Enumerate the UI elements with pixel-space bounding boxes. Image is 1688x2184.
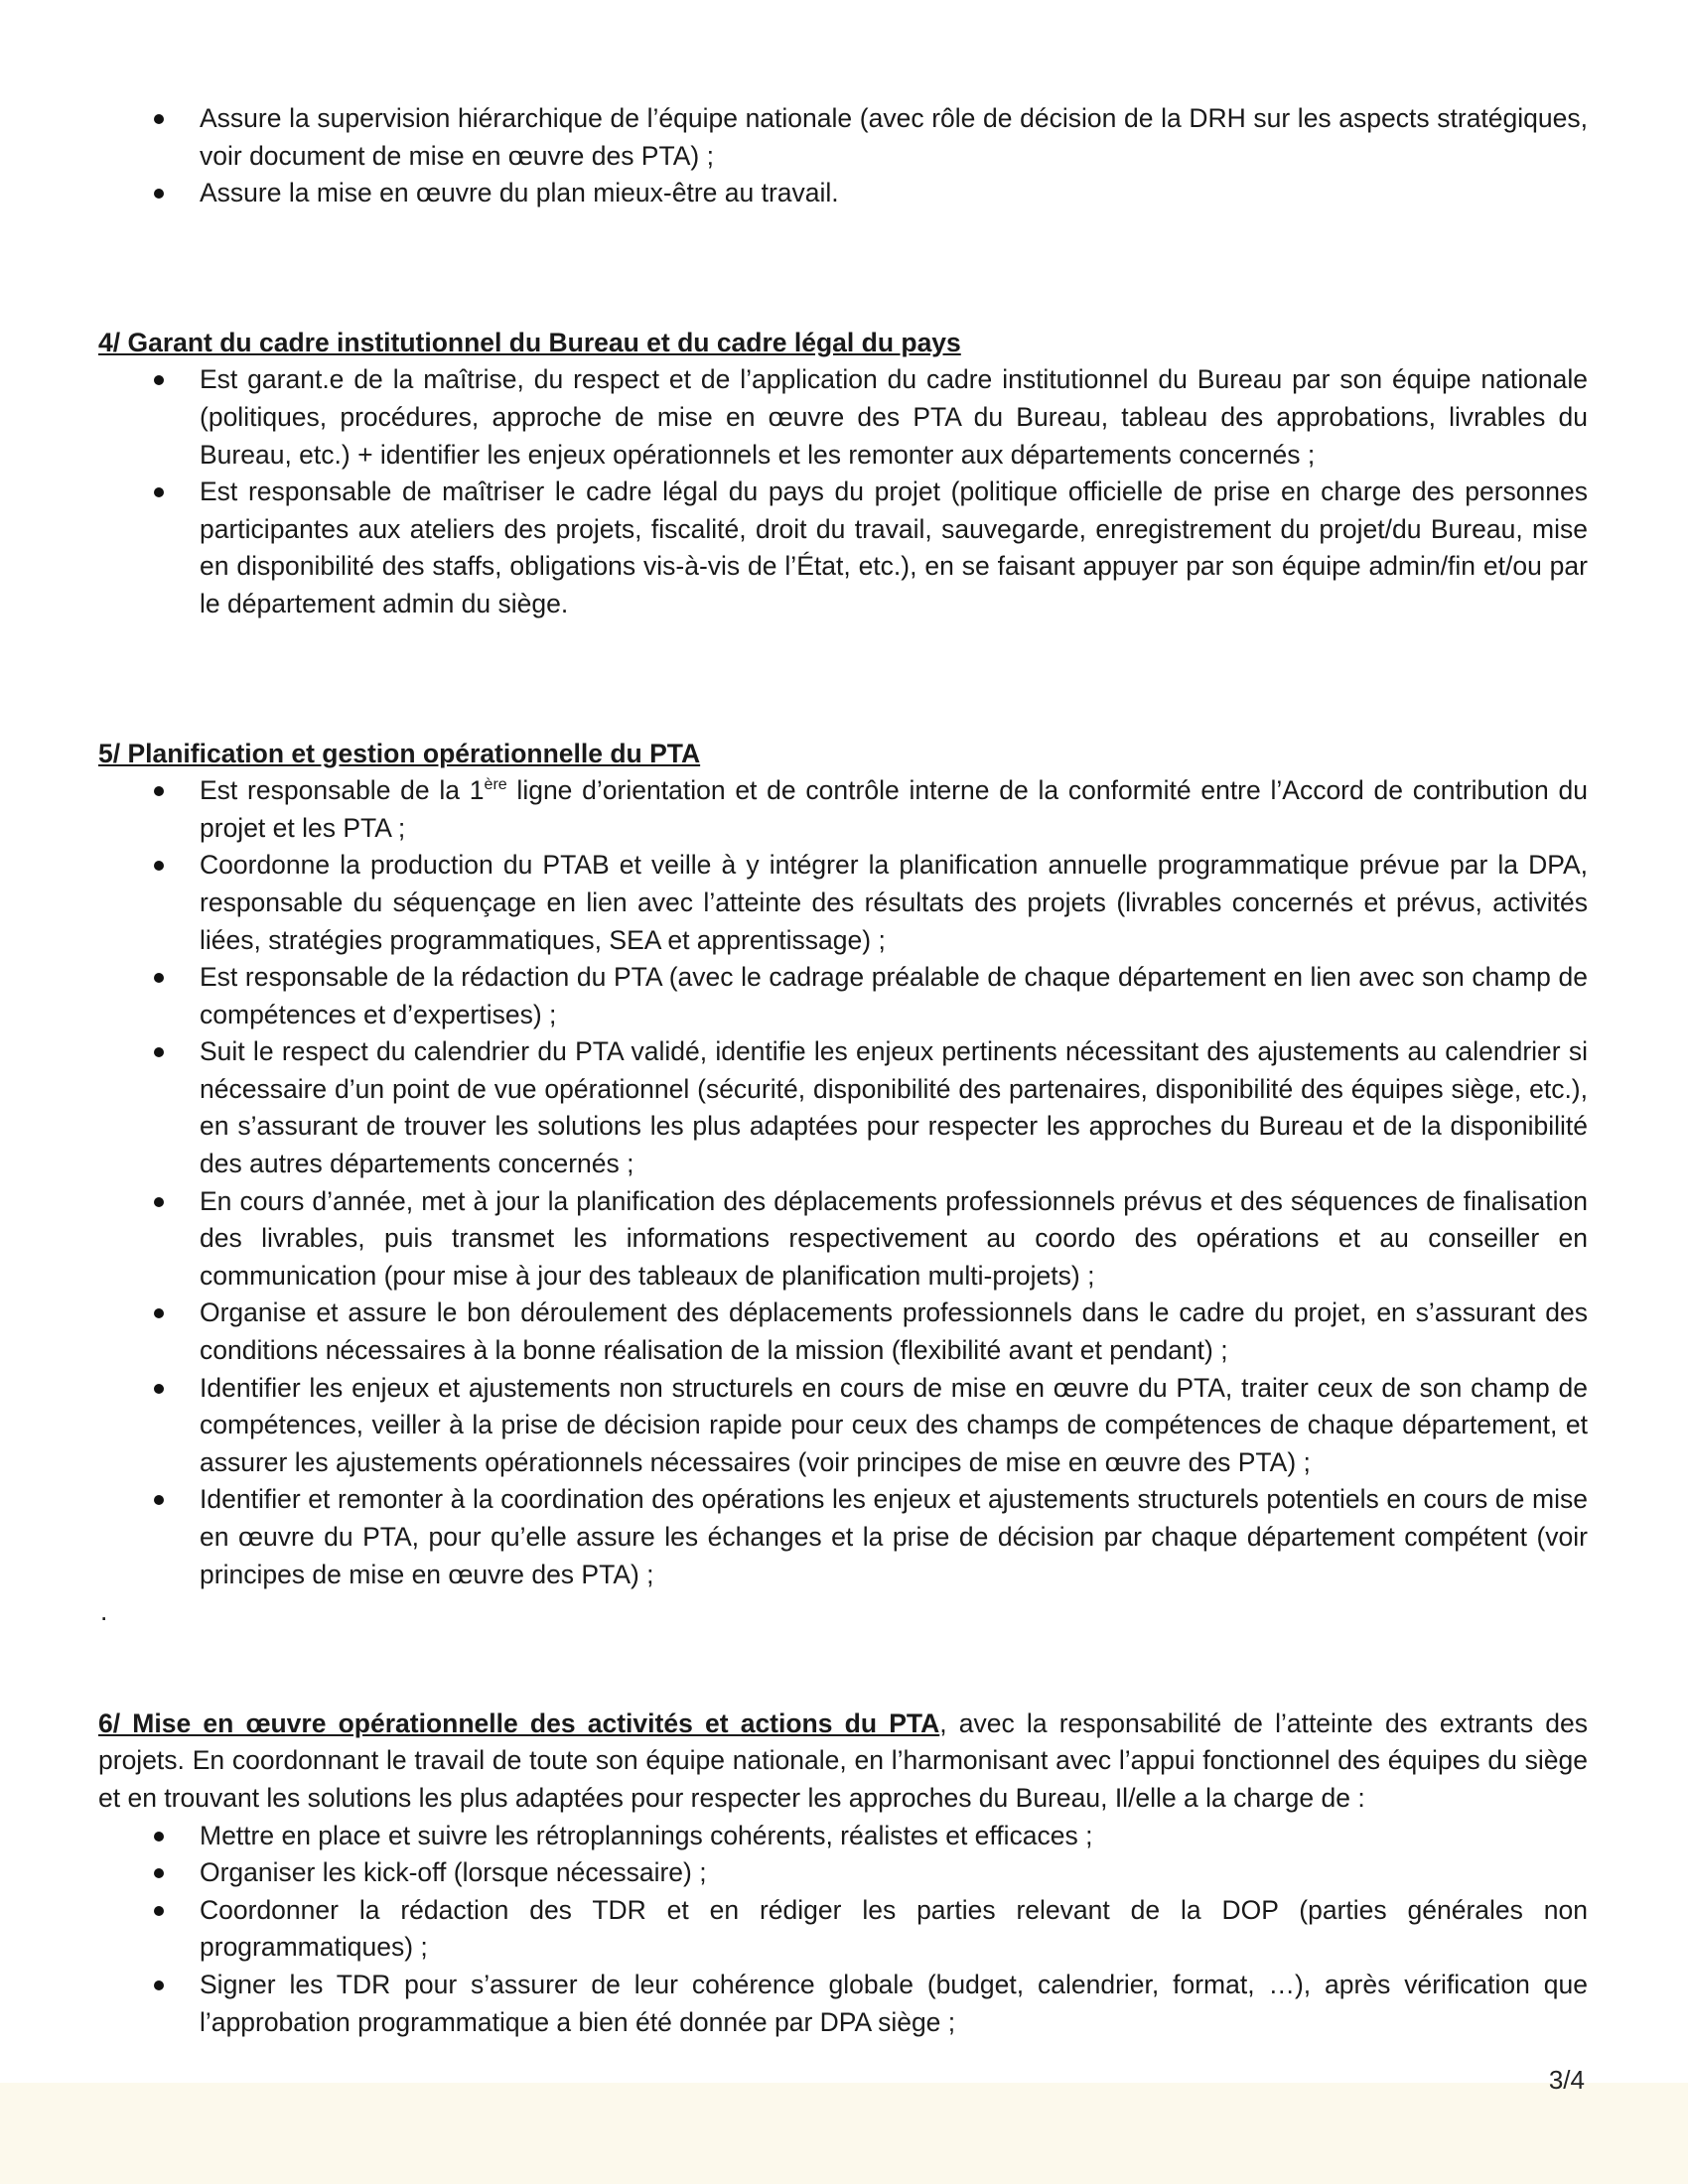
- list-item-text: Mettre en place et suivre les rétroplannings cohérents, réalistes et efficaces ;: [200, 1820, 1093, 1850]
- bullet-icon: [154, 1384, 164, 1394]
- bullet-icon: [154, 861, 164, 871]
- section-6: [98, 1706, 1588, 2041]
- list-item: [98, 1481, 1588, 1593]
- section-4-list: [98, 361, 1588, 622]
- stray-dot: .: [100, 1596, 108, 1627]
- bullet-icon: [154, 1495, 164, 1505]
- list-item-text-part: ligne d’orientation et de contrôle interne de la conformité entre l’Accord de contribution du projet et les PTA ;: [200, 775, 1588, 843]
- list-item-text: Est responsable de la rédaction du PTA (avec le cadrage préalable de chaque département en lien avec son champ de compétences et d’expertises) ;: [200, 962, 1588, 1029]
- list-item-text: Signer les TDR pour s’assurer de leur cohérence globale (budget, calendrier, format, …), après vérification que l’approbation programmatique a bien été donnée par DPA siège ;: [200, 1969, 1588, 2037]
- bullet-icon: [154, 1197, 164, 1207]
- list-item-text: Coordonner la rédaction des TDR et en rédiger les parties relevant de la DOP (parties générales non programmatiques) ;: [200, 1894, 1588, 1963]
- bullet-icon: [154, 375, 164, 385]
- section-5: [98, 736, 1588, 1631]
- section-6-intro: [98, 1706, 1588, 1818]
- list-item: [98, 175, 1588, 212]
- section-5-list: [98, 772, 1588, 1593]
- list-item: [98, 1818, 1588, 1855]
- list-item: [98, 1854, 1588, 1892]
- section-6-intro-text: , avec la responsabilité de l’atteinte des extrants des projets. En coordonnant le travail de toute son équipe nationale, en l’harmonisant avec l’appui fonctionnel des équipes du siège et en trouvant les solutions les plus adaptées pour respecter les approches du Bureau, Il/elle a la charge de :: [98, 1707, 1589, 1813]
- bullet-icon: [154, 1980, 164, 1990]
- list-item: [98, 772, 1588, 847]
- list-item-text: Est garant.e de la maîtrise, du respect et de l’application du cadre institutionnel du Bureau par son équipe nationale (politiques, procédures, approche de mise en œuvre des PTA du Bureau, tableau des approbations, livrables du Bureau, etc.) + identifier les enjeux opérationnels et les remonter aux départements concernés ;: [200, 364, 1588, 470]
- list-item-text: Assure la mise en œuvre du plan mieux-être au travail.: [200, 178, 839, 208]
- list-item-text: Identifier les enjeux et ajustements non structurels en cours de mise en œuvre du PTA, traiter ceux de son champ de compétences, veiller à la prise de décision rapide pour ceux des champs de compétences de chaque département, et assurer les ajustements opérationnels nécessaires (voir principes de mise en œuvre des PTA) ;: [200, 1372, 1588, 1477]
- list-item: [98, 1033, 1588, 1182]
- bullet-icon: [154, 1047, 164, 1057]
- bullet-icon: [154, 1832, 164, 1842]
- list-item: [98, 847, 1588, 959]
- list-item-text: Organise et assure le bon déroulement des déplacements professionnels dans le cadre du projet, en s’assurant des conditions nécessaires à la bonne réalisation de la mission (flexibilité avant et pendant) ;: [200, 1297, 1588, 1366]
- superscript: ère: [484, 776, 507, 794]
- list-item-text: Organiser les kick-off (lorsque nécessaire) ;: [200, 1857, 707, 1888]
- section-4: [98, 325, 1588, 623]
- list-item-text-part: Est responsable de la 1: [200, 775, 485, 806]
- footer-band: [0, 2083, 1688, 2184]
- list-item: [98, 100, 1588, 175]
- list-item-text: Assure la supervision hiérarchique de l’équipe nationale (avec rôle de décision de la DRH sur les aspects stratégiques, voir document de mise en œuvre des PTA) ;: [200, 103, 1588, 171]
- list-item-text: Est responsable de maîtriser le cadre légal du pays du projet (politique officielle de prise en charge des personnes participantes aux ateliers des projets, fiscalité, droit du travail, sauvegarde, enregistrement du projet/du Bureau, mise en disponibilité des staffs, obligations vis-à-vis de l’État, etc.), en se faisant appuyer par son équipe admin/fin et/ou par le département admin du siège.: [200, 477, 1588, 618]
- bullet-icon: [154, 973, 164, 983]
- list-item-text: Identifier et remonter à la coordination des opérations les enjeux et ajustements structurels potentiels en cours de mise en œuvre du PTA, pour qu’elle assure les échanges et la prise de décision par chaque département compétent (voir principes de mise en œuvre des PTA) ;: [200, 1484, 1588, 1589]
- list-item: [98, 959, 1588, 1033]
- list-item: [98, 361, 1588, 474]
- top-bullet-list: [98, 100, 1588, 212]
- bullet-icon: [154, 1308, 164, 1318]
- list-item: [98, 1967, 1588, 2041]
- bullet-icon: [154, 786, 164, 796]
- list-item: [98, 474, 1588, 622]
- bullet-icon: [154, 1868, 164, 1878]
- bullet-icon: [154, 487, 164, 497]
- page-number: 3/4: [1548, 2065, 1585, 2095]
- list-item-text: Coordonne la production du PTAB et veille à y intégrer la planification annuelle programmatique prévue par la DPA, responsable du séquençage en lien avec l’atteinte des résultats des projets (livrables concernés et prévus, activités liées, stratégies programmatiques, SEA et apprentissage) ;: [200, 850, 1588, 955]
- bullet-icon: [154, 189, 164, 199]
- bullet-icon: [154, 1906, 164, 1916]
- section-6-list: [98, 1818, 1588, 2042]
- section-6-heading: 6/ Mise en œuvre opérationnelle des activités et actions du PTA: [98, 1707, 940, 1738]
- list-item: [98, 1892, 1588, 1967]
- list-item: [98, 1183, 1588, 1296]
- bullet-icon: [154, 114, 164, 124]
- list-item: [98, 1370, 1588, 1482]
- document-body: [98, 100, 1588, 2041]
- list-item-text: Suit le respect du calendrier du PTA validé, identifie les enjeux pertinents nécessitant des ajustements au calendrier si nécessaire d’un point de vue opérationnel (sécurité, disponibilité des partenaires, disponibilité des équipes siège, etc.), en s’assurant de trouver les solutions les plus adaptées pour respecter les approches du Bureau et de la disponibilité des autres départements concernés ;: [200, 1036, 1588, 1179]
- section-4-heading: 4/ Garant du cadre institutionnel du Bureau et du cadre légal du pays: [98, 327, 961, 357]
- list-item: [98, 1295, 1588, 1369]
- section-5-heading: 5/ Planification et gestion opérationnelle du PTA: [98, 738, 701, 768]
- list-item-text: En cours d’année, met à jour la planification des déplacements professionnels prévus et des séquences de finalisation des livrables, puis transmet les informations respectivement au coordo des opérations et au conseiller en communication (pour mise à jour des tableaux de planification multi-projets) ;: [200, 1185, 1588, 1291]
